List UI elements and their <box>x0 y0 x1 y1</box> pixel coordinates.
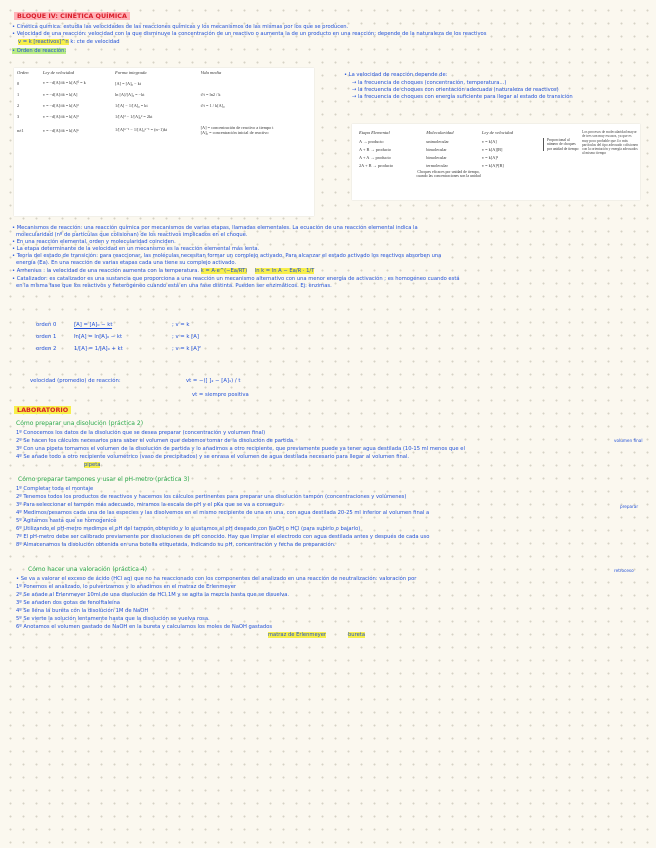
mechanism-line-2: molecularidad (nº de partículas que colisionan) de los reactivos implicados en el choque. <box>16 232 248 238</box>
mechanism-line-3: • En una reacción elemental, orden y molecularidad coinciden. <box>12 239 176 245</box>
caption-line-2: cuando las concentraciones son la unidad <box>416 174 481 178</box>
col-integrada: Forma integrada <box>115 70 147 75</box>
cell-orden: 0 <box>17 80 20 86</box>
cell-mol: termolecular <box>426 162 448 168</box>
cell-orden: 3 <box>17 114 20 119</box>
cell-ley: v = −d[A]/dt = k[A]² <box>42 103 79 108</box>
cell-integrada: ln [A]/[A]₀ = −kt <box>115 92 145 97</box>
table-row <box>356 137 541 145</box>
p4-step-6: 6º Anotamos el volumen gastado de NaOH en la bureta y calculamos los moles de NaOH gastados <box>16 624 273 630</box>
speed-factor-2: → la frecuencia de choques con orientación adecuada (naturaleza de reactivos) <box>352 87 559 93</box>
table-row <box>14 89 314 100</box>
cell-ley: v = k[A]² <box>481 154 499 160</box>
cell-mol: bimolecular <box>426 154 447 160</box>
kinetics-definition: • Cinética química: estudia las velocidades de las reacciones químicas y los mecanismos de las mismas por los que se producen. <box>12 24 349 30</box>
col-orden: Orden <box>17 70 29 75</box>
table-row <box>14 122 314 138</box>
cell-ley: v = −d[A]/dt = k[A]⁰ = k <box>42 80 86 85</box>
cell-orden: 2 <box>17 103 20 108</box>
cell-vida <box>198 77 314 89</box>
table-row <box>356 161 541 169</box>
cell-etapa: A → producto <box>359 138 384 144</box>
rate-law-table <box>14 68 314 216</box>
bureta-highlight: bureta <box>348 632 366 638</box>
p3-step-2: 2º Tenemos todos los productos de reactivos y hacemos los cálculos pertinentes para preparar una disolución tampón (concentraciones y volúmenes) <box>16 494 407 500</box>
cell-ley: v = −d[A]/dt = k[A] <box>42 92 78 97</box>
p4-intro: • Se va a valorar el exceso de ácido (HCl aq) que no ha reaccionado con los componentes del analizado en una reacción de neutralización: valoración por <box>16 576 417 582</box>
p3-step-1: 1º Completar toda el montaje <box>16 486 94 492</box>
order-1-rate: ; v = k [A] <box>172 334 199 340</box>
cell-ley: v = k[A]²[B] <box>481 162 504 168</box>
cell-notes <box>198 122 314 138</box>
cell-mol: unimolecular <box>426 138 449 144</box>
note-a: [A] = concentración de reactivo a tiempo t <box>200 125 274 130</box>
mechanism-line-1: • Mecanismos de reacción: una reacción química por mecanismos de varias etapas, llamadas elementales. La ecuación de una reacción elemental indica la <box>12 225 418 231</box>
p4-step-3: 3º Se añaden dos gotas de fenolftaleína <box>16 600 120 606</box>
cell-orden: 1 <box>17 92 20 97</box>
cell-integrada: [A] = [A]₀ − kt <box>115 80 141 86</box>
cell-integrada: 1/[A] − 1/[A]₀ = kt <box>115 103 148 108</box>
cell-ley: v = −d[A]/dt = k[A]³ <box>42 114 79 119</box>
order-2-eq: 1/[A] = 1/[A]₀ + kt <box>74 346 123 352</box>
cell-vida: t½ = ln2 / k <box>200 92 221 97</box>
cell-integrada: 1/[A]² − 1/[A]₀² = 2kt <box>115 114 153 119</box>
speed-factor-3: → la frecuencia de choques con energía suficiente para llegar al estado de transición <box>352 94 573 100</box>
order-0-rate: ; v = k <box>172 322 190 328</box>
order-2-rate: ; v = k [A]² <box>172 346 202 352</box>
p2-step-3: 3º Con una pipeta tomamos el volumen de la disolución de partida y lo añadimos a otro recipiente, que previamente puede ya tener agua destilada (10-15 ml menos que el <box>16 446 465 452</box>
table-row <box>14 77 314 89</box>
p4-step-4: 4º Se llena la bureta con la disolución 1M de NaOH <box>16 608 149 614</box>
catalyst-line-1: • Catalizador: es catalizador es una sustancia que proporciona a una reacción un mecanismo alternativo con una menor energía de activación ; es homogéneo cuando está <box>12 276 460 282</box>
reaction-order-line <box>12 48 66 54</box>
arrhenius-log-equation: ln k = ln A − Ea/R · 1/T <box>254 268 315 274</box>
table-row <box>14 111 314 122</box>
p4-step-2: 2º Se añade al Erlenmeyer 10ml de una disolución de HCl 1M y se agita la mezcla hasta que se disuelva. <box>16 592 290 598</box>
p3-step-3: 3º Para seleccionar el tampón más adecuado, miramos la escala de pH y el pKa que se va a conseguir. <box>16 502 284 508</box>
order-0-label: orden 0 <box>36 322 57 328</box>
caption-line-1: Choques eficaces por unidad de tiempo, <box>417 170 480 174</box>
p3-step-4: 4º Medimos/pesamos cada una de las especies y las disolvemos en el mismo recipiente de una en una, con agua destilada 20-25 ml inferior al volumen final a <box>16 510 430 516</box>
practice-2-title: Cómo preparar una disolución (práctica 2) <box>16 420 144 427</box>
average-rate-label: velocidad (promedio) de reacción: <box>30 378 121 384</box>
cell-vida: t½ = 1 / k[A]₀ <box>200 103 225 108</box>
p4-step-1: 1º Ponemos el analizado, lo pulverizamos y lo añadimos en el matraz de Erlenmeyer <box>16 584 237 590</box>
p2-step-1: 1º Conocemos los datos de la disolución que se desea preparar (concentración y volumen final) <box>16 430 266 436</box>
page-title: BLOQUE IV: CINÉTICA QUÍMICA <box>14 12 130 20</box>
p3-margin-note: preparar <box>620 504 639 509</box>
p3-step-7: 7º El pH-metro debe ser calibrado previamente por disoluciones de pH conocido. Hay que limpiar el electrodo con agua destilada antes y después de cada uso <box>16 534 430 540</box>
speed-factors-heading: • La velocidad de reacción depende de: <box>344 72 448 78</box>
arrhenius-text: • Arrhenius : la velocidad de una reacción aumenta con la temperatura. <box>12 268 200 274</box>
elementary-caption <box>356 170 541 178</box>
rate-equation-line <box>18 39 120 45</box>
table-row <box>356 153 541 161</box>
brace-text: Proporcional al número de choques por unidad de tiempo <box>543 138 581 151</box>
rate-definition: • Velocidad de una reacción: velocidad con la que disminuye la concentración de un reactivo o aumenta la de un producto en una reacción; depende de la naturaleza de los reactivos <box>12 31 487 37</box>
order-1-eq: ln[A] = ln[A]₀ − kt <box>74 334 123 340</box>
order-0-eq-text: [A] = [A]₀ − kt <box>74 322 113 328</box>
note-a0: [A]₀ = concentración inicial de reactivo <box>200 130 269 135</box>
mechanism-line-5: • Teoría del estado de transición: para reaccionar, las moléculas necesitan formar un complejo activado. Para alcanzar el estado activado los reactivos absorben una <box>12 253 442 259</box>
cell-ley: v = k[A] <box>481 138 497 144</box>
arrhenius-equation: k = A·e^(−Ea/RT) <box>200 268 248 274</box>
rate-constant-note: k: cte de velocidad <box>70 39 120 45</box>
col-etapa: Etapa Elemental <box>359 130 390 135</box>
cell-etapa: A + B → producto <box>359 146 392 152</box>
average-rate-note: vt = siempre positiva <box>192 392 249 398</box>
mechanism-line-4: • La etapa determinante de la velocidad en un mecanismo es la reacción elemental más lenta. <box>12 246 260 252</box>
p3-step-5: 5º Agitamos hasta que se homogenice <box>16 518 117 524</box>
arrhenius-line <box>12 268 314 274</box>
table-row <box>356 145 541 153</box>
elementary-steps-table <box>352 124 640 200</box>
reaction-order-heading: • Orden de reacción: <box>12 48 67 54</box>
cell-etapa: 2A + B → producto <box>359 162 394 168</box>
p3-step-8: 8º Almacenamos la disolución obtenida en una botella etiquetada, indicando su pH, concentración y fecha de preparación. <box>16 542 336 548</box>
cell-vida <box>198 111 314 122</box>
order-1-label: orden 1 <box>36 334 57 340</box>
p2-step-2: 2º Se hacen los cálculos necesarios para saber el volumen que debemos tomar de la disolución de partida. <box>16 438 295 444</box>
table-row <box>14 100 314 111</box>
p4-margin-note: retroceso <box>614 568 634 573</box>
order-2-label: orden 2 <box>36 346 57 352</box>
order-0-eq <box>74 322 112 328</box>
speed-factor-1: → la frecuencia de choques (concentración, temperatura...) <box>352 80 507 86</box>
p4-step-5: 5º Se vierte la solución lentamente hasta que la disolución se vuelva rosa. <box>16 616 210 622</box>
rate-equation: v = k [reactivos]^n <box>18 39 69 45</box>
average-rate-eq: vt = −([ ]₂ − [A]₁) / t <box>186 378 241 384</box>
col-molecularidad: Molecularidad <box>426 130 454 135</box>
practice-4-title: Cómo hacer una valoración (práctica 4) <box>28 566 148 573</box>
lab-title: LABORATORIO <box>14 406 71 414</box>
p2-margin-note: volumen final <box>614 438 643 443</box>
cell-orden: n≠1 <box>17 127 24 133</box>
col-vida: Vida media <box>200 70 222 75</box>
molecularity-note: Los procesos de molecularidad mayor de tres son muy escasos, ya que es muy poco probable que 4 o más partículas del tipo adecuado colisionen con la orientación y energía adecuados al mismo tiempo <box>582 130 638 156</box>
practice-3-title: Cómo preparar tampones y usar el pH-metro (práctica 3) <box>18 476 190 483</box>
col-ley-elemental: Ley de velocidad <box>481 130 514 135</box>
p2-step-4: 4º Se añade todo a otro recipiente volumétrico (vaso de precipitados) y se enrasa el volumen de agua destilada necesario para llegar al volumen final. <box>16 454 410 460</box>
cell-mol: bimolecular <box>426 146 447 152</box>
cell-etapa: A + A → producto <box>359 154 391 160</box>
col-ley: Ley de velocidad <box>42 70 75 75</box>
mechanism-line-6: energía (Ea). En una reacción de varias etapas cada una tiene su complejo activado. <box>16 260 237 266</box>
cell-integrada: 1/[A]ⁿ⁻¹ − 1/[A]₀ⁿ⁻¹ = (n−1)kt <box>115 127 168 132</box>
pipeta-highlight: pipeta <box>84 462 101 468</box>
p3-step-6: 6º Utilizando el pH-metro medimos el pH del tampón obtenido y lo ajustamos al pH deseado con NaOH o HCl (para subirlo o bajarlo) <box>16 526 361 532</box>
cell-ley: v = −d[A]/dt = k[A]ⁿ <box>42 127 79 133</box>
erlenmeyer-highlight: matraz de Erlenmeyer <box>268 632 327 638</box>
cell-ley: v = k[A][B] <box>481 146 503 152</box>
catalyst-line-2: en la misma fase que los reactivos y heterogéneo cuando está en una fase distinta. Pueden ser enzimáticos. Ej: enzimas. <box>16 283 332 289</box>
